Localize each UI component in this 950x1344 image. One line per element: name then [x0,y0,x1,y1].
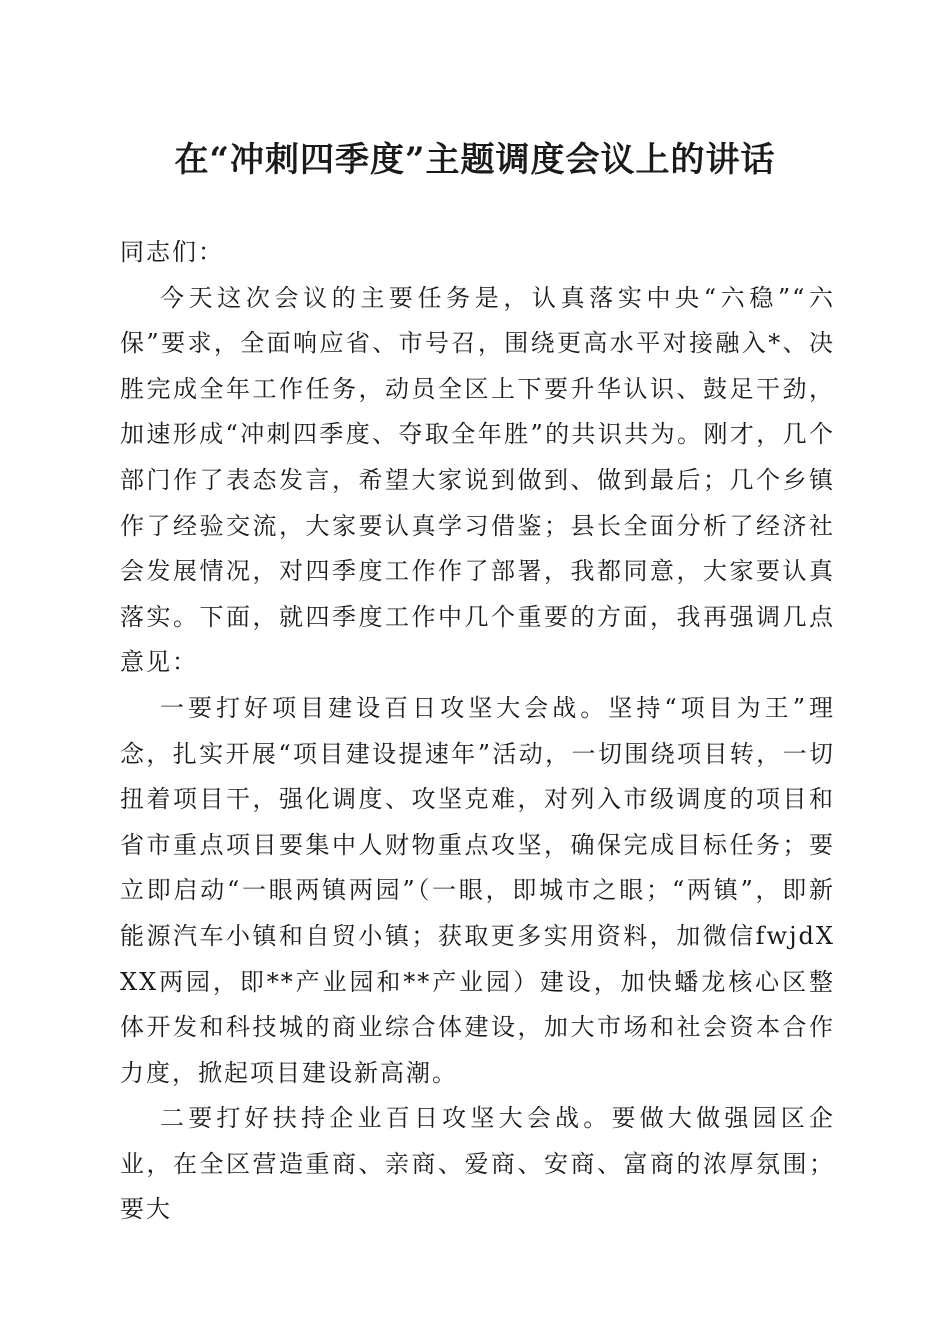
salutation: 同志们： [120,238,224,266]
document-body [120,230,835,1233]
document-title: 在“冲刺四季度”主题调度会议上的讲话 [174,140,776,180]
paragraph-intro: 今天这次会议的主要任务是，认真落实中央“六稳”“六保”要求，全面响应省、市号召，围绕更高水平对接融入*、决胜完成全年工作任务，动员全区上下要升华认识、鼓足干劲，加速形成“冲刺四季度、夺取全年胜”的共识共为。刚才，几个部门作了表态发言，希望大家说到做到、做到最后；几个乡镇作了经验交流，大家要认真学习借鉴；县长全面分析了经济社会发展情况，对四季度工作作了部署，我都同意，大家要认真落实。下面，就四季度工作中几个重要的方面，我再强调几点意见： [120,283,835,677]
paragraph-point-one: 一要打好项目建设百日攻坚大会战。坚持“项目为王”理念，扎实开展“项目建设提速年”活动，一切围绕项目转，一切扭着项目干，强化调度、攻坚克难，对列入市级调度的项目和省市重点项目要集中人财物重点攻坚，确保完成目标任务；要立即启动“一眼两镇两园”（一眼，即城市之眼；“两镇”，即新能源汽车小镇和自贸小镇；获取更多实用资料，加微信fwjdXXX两园，即**产业园和**产业园）建设，加快蟠龙核心区整体开发和科技城的商业综合体建设，加大市场和社会资本合作力度，掀起项目建设新高潮。 [120,693,835,1087]
paragraph-point-two: 二要打好扶持企业百日攻坚大会战。要做大做强园区企业，在全区营造重商、亲商、爱商、安商、富商的浓厚氛围；要大 [120,1104,835,1224]
